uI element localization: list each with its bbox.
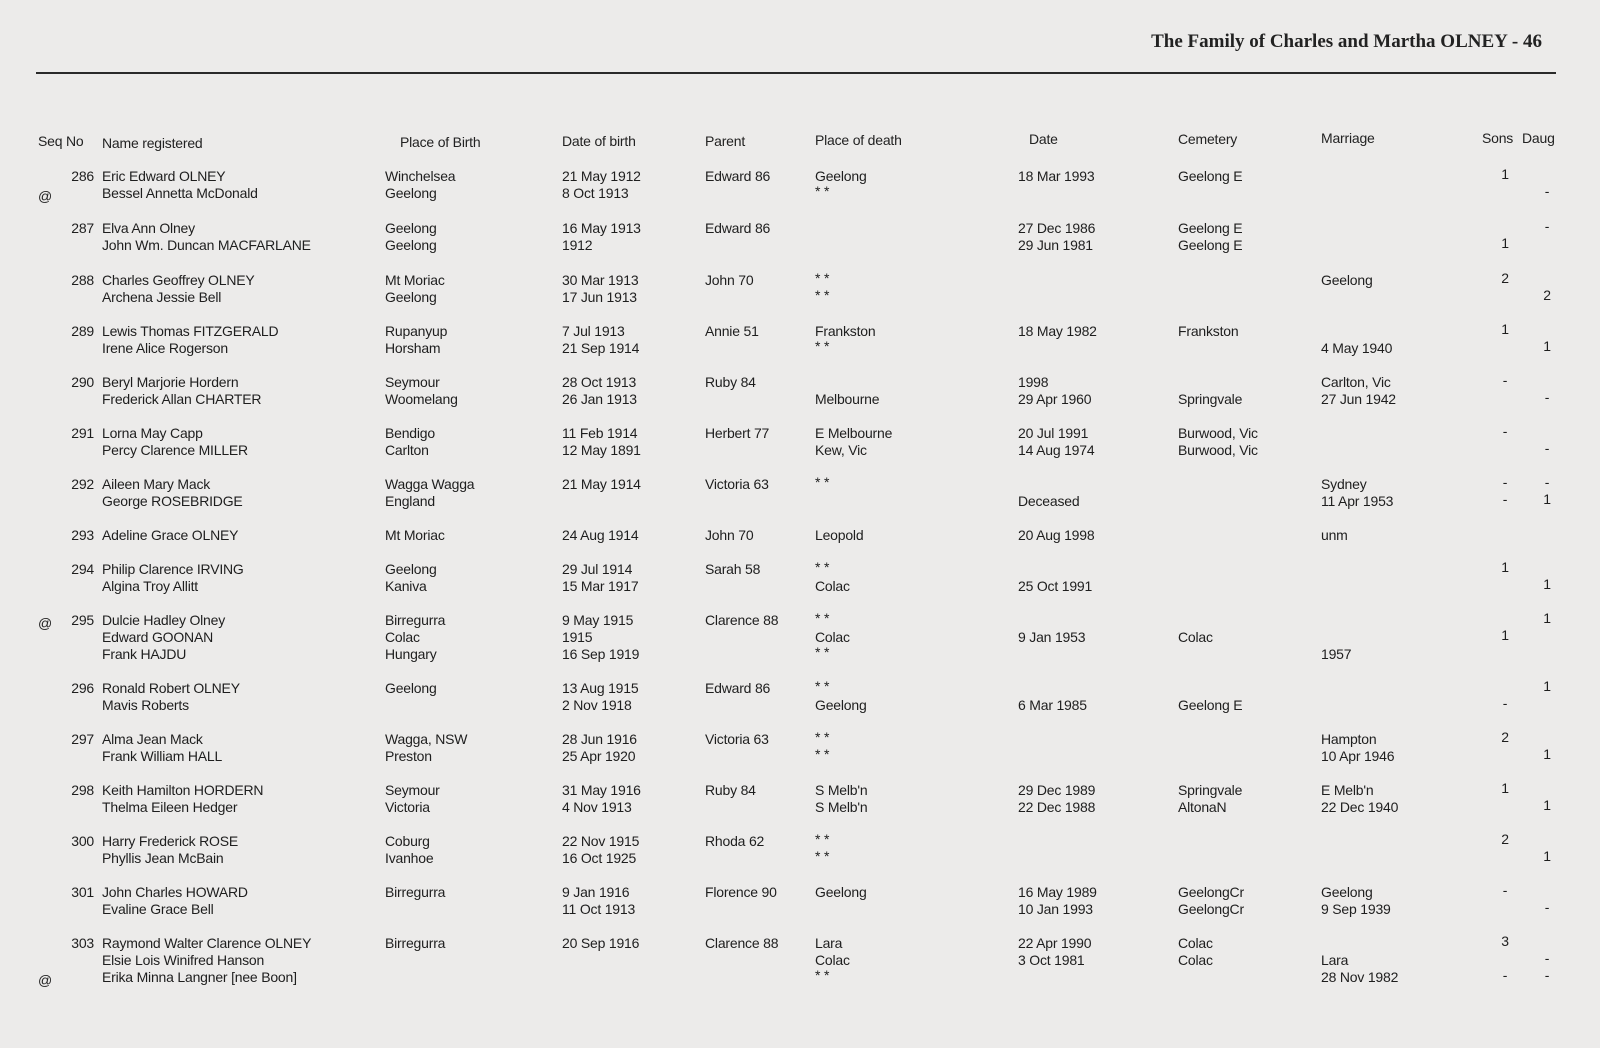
- place-of-death: * *: [815, 729, 830, 745]
- name-registered: Bessel Annetta McDonald: [102, 185, 258, 201]
- place-of-birth: Coburg: [385, 833, 430, 849]
- place-of-birth: Ivanhoe: [385, 850, 434, 866]
- place-of-birth: Geelong: [385, 561, 437, 577]
- sons-count: -: [1502, 423, 1508, 439]
- name-registered: Archena Jessie Bell: [102, 289, 222, 305]
- header-sons: Sons: [1482, 130, 1514, 146]
- marriage: E Melb'n: [1321, 782, 1374, 798]
- cemetery: GeelongCr: [1178, 884, 1244, 900]
- cemetery: Springvale: [1178, 782, 1243, 798]
- name-registered: Mavis Roberts: [102, 697, 189, 713]
- sons-count: 1: [1501, 166, 1509, 182]
- cemetery: Colac: [1178, 952, 1213, 968]
- header-cemetery: Cemetery: [1178, 131, 1238, 147]
- header-parent: Parent: [705, 133, 746, 149]
- sons-count: 2: [1501, 270, 1509, 286]
- place-of-birth: England: [385, 493, 435, 509]
- place-of-death: Colac: [815, 629, 850, 645]
- date-of-birth: 21 May 1914: [562, 476, 641, 492]
- place-of-birth: Mt Moriac: [385, 527, 445, 543]
- sons-count: 2: [1501, 831, 1509, 847]
- death-date: Deceased: [1018, 493, 1080, 509]
- place-of-death: Melbourne: [815, 391, 880, 407]
- date-of-birth: 13 Aug 1915: [562, 680, 639, 696]
- name-registered: Thelma Eileen Hedger: [102, 799, 238, 815]
- place-of-death: E Melbourne: [815, 425, 893, 441]
- sons-count: 1: [1501, 780, 1509, 796]
- place-of-birth: Birregurra: [385, 935, 446, 951]
- death-date: 9 Jan 1953: [1018, 629, 1086, 645]
- header-birthplace: Place of Birth: [400, 134, 481, 150]
- marriage: Hampton: [1321, 731, 1377, 747]
- row-marker: @: [38, 188, 53, 204]
- daughters-count: -: [1544, 389, 1550, 405]
- death-date: 25 Oct 1991: [1018, 578, 1093, 594]
- cemetery: Geelong E: [1178, 697, 1243, 713]
- cemetery: Geelong E: [1178, 237, 1243, 253]
- header-daug: Daug: [1522, 130, 1555, 146]
- death-date: 18 Mar 1993: [1018, 168, 1095, 184]
- place-of-death: S Melb'n: [815, 799, 868, 815]
- death-date: 22 Apr 1990: [1018, 935, 1092, 951]
- daughters-count: 1: [1543, 491, 1551, 507]
- name-registered: Elsie Lois Winifred Hanson: [102, 952, 265, 968]
- death-date: 20 Aug 1998: [1018, 527, 1095, 543]
- date-of-birth: 28 Jun 1916: [562, 731, 637, 747]
- place-of-birth: Geelong: [385, 185, 437, 201]
- marriage: Geelong: [1321, 884, 1373, 900]
- name-registered: Irene Alice Rogerson: [102, 340, 228, 356]
- name-registered: George ROSEBRIDGE: [102, 493, 243, 509]
- row-marker: @: [38, 972, 53, 988]
- parent: Clarence 88: [705, 935, 779, 951]
- place-of-birth: Mt Moriac: [385, 272, 445, 288]
- name-registered: Philip Clarence IRVING: [102, 561, 244, 577]
- place-of-death: Colac: [815, 578, 850, 594]
- sons-count: 1: [1501, 627, 1509, 643]
- death-date: 20 Jul 1991: [1018, 425, 1089, 441]
- place-of-death: * *: [815, 746, 830, 762]
- date-of-birth: 17 Jun 1913: [562, 289, 637, 305]
- place-of-birth: Colac: [385, 629, 420, 645]
- place-of-death: Geelong: [815, 697, 867, 713]
- place-of-birth: Seymour: [385, 374, 440, 390]
- cemetery: Frankston: [1178, 323, 1239, 339]
- place-of-birth: Victoria: [385, 799, 430, 815]
- sons-count: -: [1502, 474, 1508, 490]
- place-of-death: * *: [815, 270, 830, 286]
- cemetery: Springvale: [1178, 391, 1243, 407]
- daughters-count: -: [1544, 440, 1550, 456]
- place-of-birth: Geelong: [385, 680, 437, 696]
- name-registered: Ronald Robert OLNEY: [102, 680, 240, 696]
- date-of-birth: 21 Sep 1914: [562, 340, 640, 356]
- name-registered: Erika Minna Langner [nee Boon]: [102, 969, 297, 985]
- daughters-count: -: [1544, 218, 1550, 234]
- cemetery: AltonaN: [1178, 799, 1227, 815]
- place-of-death: Geelong: [815, 884, 867, 900]
- death-date: 1998: [1018, 374, 1049, 390]
- name-registered: Lorna May Capp: [102, 425, 203, 441]
- marriage: 10 Apr 1946: [1321, 748, 1395, 764]
- place-of-death: * *: [815, 287, 830, 303]
- name-registered: Raymond Walter Clarence OLNEY: [102, 935, 312, 951]
- date-of-birth: 24 Aug 1914: [562, 527, 639, 543]
- name-registered: Frederick Allan CHARTER: [102, 391, 262, 407]
- name-registered: Charles Geoffrey OLNEY: [102, 272, 255, 288]
- place-of-birth: Bendigo: [385, 425, 435, 441]
- date-of-birth: 1915: [562, 629, 593, 645]
- name-registered: John Charles HOWARD: [102, 884, 248, 900]
- place-of-death: * *: [815, 678, 830, 694]
- place-of-death: S Melb'n: [815, 782, 868, 798]
- marriage: 22 Dec 1940: [1321, 799, 1399, 815]
- parent: Clarence 88: [705, 612, 779, 628]
- place-of-death: Colac: [815, 952, 850, 968]
- name-registered: Dulcie Hadley Olney: [102, 612, 226, 628]
- place-of-birth: Horsham: [385, 340, 441, 356]
- name-registered: John Wm. Duncan MACFARLANE: [102, 237, 311, 253]
- date-of-birth: 29 Jul 1914: [562, 561, 633, 577]
- place-of-birth: Birregurra: [385, 612, 446, 628]
- date-of-birth: 26 Jan 1913: [562, 391, 637, 407]
- parent: John 70: [705, 272, 754, 288]
- parent: Edward 86: [705, 220, 771, 236]
- marriage: Geelong: [1321, 272, 1373, 288]
- date-of-birth: 21 May 1912: [562, 168, 641, 184]
- sons-count: -: [1502, 967, 1508, 983]
- daughters-count: -: [1544, 474, 1550, 490]
- place-of-death: Geelong: [815, 168, 867, 184]
- header-seq: Seq No: [38, 133, 84, 149]
- sons-count: 1: [1501, 559, 1509, 575]
- seq-no: 288: [71, 272, 94, 288]
- name-registered: Algina Troy Allitt: [102, 578, 198, 594]
- seq-no: 289: [71, 323, 94, 339]
- header-rule: [36, 72, 1556, 74]
- sons-count: 2: [1501, 729, 1509, 745]
- marriage: 11 Apr 1953: [1321, 493, 1394, 509]
- death-date: 22 Dec 1988: [1018, 799, 1096, 815]
- place-of-birth: Kaniva: [385, 578, 427, 594]
- place-of-death: Kew, Vic: [815, 442, 867, 458]
- place-of-birth: Winchelsea: [385, 168, 456, 184]
- place-of-death: Leopold: [815, 527, 864, 543]
- name-registered: Eric Edward OLNEY: [102, 168, 226, 184]
- place-of-birth: Carlton: [385, 442, 429, 458]
- death-date: 18 May 1982: [1018, 323, 1097, 339]
- date-of-birth: 20 Sep 1916: [562, 935, 640, 951]
- parent: Herbert 77: [705, 425, 770, 441]
- date-of-birth: 4 Nov 1913: [562, 799, 632, 815]
- parent: John 70: [705, 527, 754, 543]
- place-of-birth: Geelong: [385, 289, 437, 305]
- place-of-birth: Preston: [385, 748, 432, 764]
- death-date: 16 May 1989: [1018, 884, 1097, 900]
- sons-count: -: [1502, 695, 1508, 711]
- cemetery: GeelongCr: [1178, 901, 1244, 917]
- marriage: unm: [1321, 527, 1348, 543]
- place-of-death: * *: [815, 474, 830, 490]
- date-of-birth: 2 Nov 1918: [562, 697, 632, 713]
- name-registered: Keith Hamilton HORDERN: [102, 782, 264, 798]
- seq-no: 286: [71, 168, 94, 184]
- name-registered: Frank HAJDU: [102, 646, 187, 662]
- seq-no: 295: [71, 612, 94, 628]
- place-of-birth: Rupanyup: [385, 323, 448, 339]
- name-registered: Evaline Grace Bell: [102, 901, 214, 917]
- date-of-birth: 16 Sep 1919: [562, 646, 640, 662]
- place-of-birth: Geelong: [385, 220, 437, 236]
- daughters-count: 1: [1543, 576, 1551, 592]
- cemetery: Geelong E: [1178, 220, 1243, 236]
- place-of-death: Lara: [815, 935, 843, 951]
- date-of-birth: 25 Apr 1920: [562, 748, 636, 764]
- date-of-birth: 12 May 1891: [562, 442, 641, 458]
- place-of-death: * *: [815, 559, 830, 575]
- seq-no: 303: [71, 935, 94, 951]
- marriage: 27 Jun 1942: [1321, 391, 1396, 407]
- daughters-count: 1: [1543, 848, 1551, 864]
- marriage: 9 Sep 1939: [1321, 901, 1391, 917]
- row-marker: @: [38, 615, 53, 631]
- name-registered: Adeline Grace OLNEY: [102, 527, 239, 543]
- parent: Rhoda 62: [705, 833, 765, 849]
- daughters-count: 1: [1543, 338, 1551, 354]
- daughters-count: -: [1544, 967, 1550, 983]
- death-date: 10 Jan 1993: [1018, 901, 1093, 917]
- daughters-count: 1: [1543, 678, 1551, 694]
- daughters-count: 1: [1543, 610, 1551, 626]
- marriage: Lara: [1321, 952, 1349, 968]
- cemetery: Burwood, Vic: [1178, 442, 1258, 458]
- place-of-birth: Wagga, NSW: [385, 731, 468, 747]
- daughters-count: -: [1544, 183, 1550, 199]
- parent: Ruby 84: [705, 374, 756, 390]
- death-date: 27 Dec 1986: [1018, 220, 1096, 236]
- death-date: 29 Apr 1960: [1018, 391, 1092, 407]
- date-of-birth: 11 Oct 1913: [562, 901, 636, 917]
- parent: Annie 51: [705, 323, 759, 339]
- name-registered: Aileen Mary Mack: [102, 476, 211, 492]
- cemetery: Colac: [1178, 629, 1213, 645]
- sons-count: 1: [1501, 321, 1509, 337]
- seq-no: 292: [71, 476, 94, 492]
- place-of-death: * *: [815, 610, 830, 626]
- marriage: Sydney: [1321, 476, 1367, 492]
- page-title: The Family of Charles and Martha OLNEY - 46: [1151, 31, 1542, 52]
- date-of-birth: 16 Oct 1925: [562, 850, 637, 866]
- date-of-birth: 9 May 1915: [562, 612, 634, 628]
- seq-no: 301: [71, 884, 94, 900]
- date-of-birth: 1912: [562, 237, 593, 253]
- parent: Edward 86: [705, 680, 771, 696]
- seq-no: 290: [71, 374, 94, 390]
- place-of-death: * *: [815, 338, 830, 354]
- death-date: 29 Jun 1981: [1018, 237, 1093, 253]
- name-registered: Harry Frederick ROSE: [102, 833, 239, 849]
- cemetery: Colac: [1178, 935, 1213, 951]
- date-of-birth: 22 Nov 1915: [562, 833, 640, 849]
- parent: Florence 90: [705, 884, 777, 900]
- daughters-count: 1: [1543, 746, 1551, 762]
- sons-count: 1: [1501, 235, 1509, 251]
- name-registered: Alma Jean Mack: [102, 731, 203, 747]
- parent: Sarah 58: [705, 561, 761, 577]
- cemetery: Burwood, Vic: [1178, 425, 1258, 441]
- death-date: 14 Aug 1974: [1018, 442, 1095, 458]
- place-of-birth: Wagga Wagga: [385, 476, 475, 492]
- date-of-birth: 9 Jan 1916: [562, 884, 630, 900]
- header-name: Name registered: [102, 135, 203, 151]
- date-of-birth: 30 Mar 1913: [562, 272, 639, 288]
- date-of-birth: 11 Feb 1914: [562, 425, 638, 441]
- seq-no: 298: [71, 782, 94, 798]
- sons-count: 3: [1501, 933, 1509, 949]
- date-of-birth: 28 Oct 1913: [562, 374, 637, 390]
- date-of-birth: 31 May 1916: [562, 782, 641, 798]
- cemetery: Geelong E: [1178, 168, 1243, 184]
- date-of-birth: 7 Jul 1913: [562, 323, 625, 339]
- name-registered: Beryl Marjorie Hordern: [102, 374, 239, 390]
- name-registered: Phyllis Jean McBain: [102, 850, 224, 866]
- sons-count: -: [1502, 491, 1508, 507]
- marriage: 1957: [1321, 646, 1352, 662]
- seq-no: 291: [71, 425, 94, 441]
- parent: Victoria 63: [705, 731, 769, 747]
- header-deathplace: Place of death: [815, 132, 902, 148]
- place-of-death: * *: [815, 183, 830, 199]
- seq-no: 297: [71, 731, 94, 747]
- header-date: Date: [1029, 131, 1058, 147]
- parent: Edward 86: [705, 168, 771, 184]
- daughters-count: 2: [1543, 287, 1551, 303]
- name-registered: Frank William HALL: [102, 748, 223, 764]
- place-of-death: * *: [815, 848, 830, 864]
- daughters-count: -: [1544, 950, 1550, 966]
- seq-no: 300: [71, 833, 94, 849]
- place-of-birth: Woomelang: [385, 391, 458, 407]
- seq-no: 296: [71, 680, 94, 696]
- date-of-birth: 16 May 1913: [562, 220, 641, 236]
- date-of-birth: 15 Mar 1917: [562, 578, 639, 594]
- place-of-death: Frankston: [815, 323, 876, 339]
- place-of-birth: Birregurra: [385, 884, 446, 900]
- place-of-birth: Seymour: [385, 782, 440, 798]
- header-dob: Date of birth: [562, 133, 636, 149]
- sons-count: -: [1502, 882, 1508, 898]
- daughters-count: 1: [1543, 797, 1551, 813]
- seq-no: 287: [71, 220, 94, 236]
- place-of-birth: Hungary: [385, 646, 437, 662]
- place-of-birth: Geelong: [385, 237, 437, 253]
- header-marriage: Marriage: [1321, 130, 1375, 146]
- sons-count: -: [1502, 372, 1508, 388]
- marriage: 28 Nov 1982: [1321, 969, 1399, 985]
- parent: Victoria 63: [705, 476, 769, 492]
- marriage: 4 May 1940: [1321, 340, 1393, 356]
- name-registered: Elva Ann Olney: [102, 220, 195, 236]
- parent: Ruby 84: [705, 782, 756, 798]
- name-registered: Lewis Thomas FITZGERALD: [102, 323, 279, 339]
- seq-no: 294: [71, 561, 94, 577]
- place-of-death: * *: [815, 644, 830, 660]
- seq-no: 293: [71, 527, 94, 543]
- daughters-count: -: [1544, 899, 1550, 915]
- death-date: 3 Oct 1981: [1018, 952, 1085, 968]
- place-of-death: * *: [815, 967, 830, 983]
- death-date: 29 Dec 1989: [1018, 782, 1096, 798]
- name-registered: Edward GOONAN: [102, 629, 213, 645]
- place-of-death: * *: [815, 831, 830, 847]
- date-of-birth: 8 Oct 1913: [562, 185, 629, 201]
- death-date: 6 Mar 1985: [1018, 697, 1087, 713]
- name-registered: Percy Clarence MILLER: [102, 442, 248, 458]
- marriage: Carlton, Vic: [1321, 374, 1391, 390]
